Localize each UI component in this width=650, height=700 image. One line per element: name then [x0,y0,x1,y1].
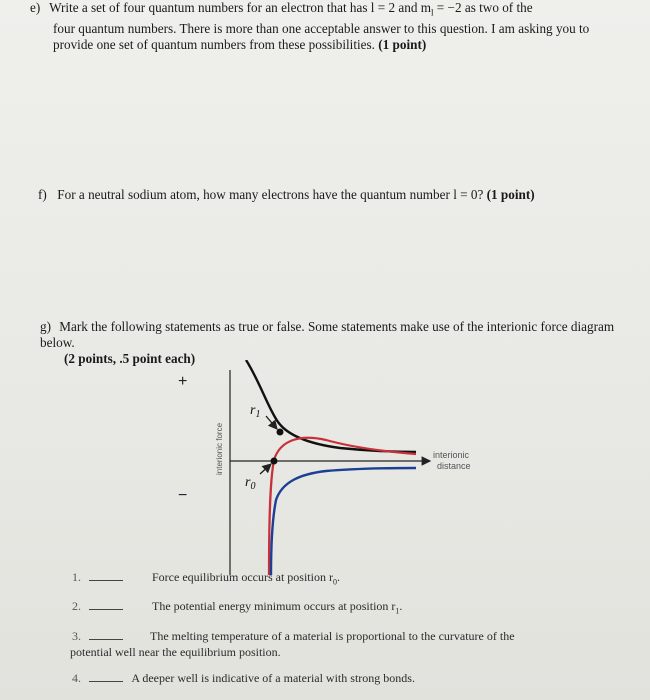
statement-3 [72,629,612,659]
statement-4-text: A deeper well is indicative of a material with strong bonds. [131,671,415,685]
statement-3-number: 3. [72,629,81,643]
minus-sign: − [178,487,188,504]
statement-3-answer-blank[interactable] [89,629,123,640]
question-e-label: e) [30,0,41,15]
statement-1-text: Force equilibrium occurs at position r [152,570,333,584]
attractive-force-curve [271,468,416,575]
statement-1-sub: 0 [332,577,337,587]
question-e-sub: l [430,7,434,18]
statement-1-number: 1. [72,570,81,584]
question-f-points: (1 point) [486,187,535,202]
statement-1-answer-blank[interactable] [89,570,123,581]
question-e-points: (1 point) [378,36,427,52]
r0-point [271,458,278,465]
statement-4 [72,671,612,685]
question-g-points: (2 points, .5 point each) [64,351,196,366]
x-axis-label-line2: distance [437,461,471,471]
question-g-text: Mark the following statements as true or false. Some statements make use of the interionic force diagram below. [40,319,615,350]
question-e-line1: Write a set of four quantum numbers for an electron that has l = 2 and m [49,0,431,15]
net-force-curve [269,438,416,575]
statement-2-tail: . [399,599,403,613]
plus-sign: + [178,373,188,390]
statement-2-number: 2. [72,599,81,613]
repulsive-force-curve [246,360,416,452]
statement-1-tail: . [336,570,340,584]
question-f [38,187,628,203]
r0-arrow [260,464,271,474]
statement-2-text: The potential energy minimum occurs at position r [152,599,396,613]
x-axis-label-line1: interionic [433,450,470,460]
interionic-force-diagram [150,360,510,580]
statement-2-answer-blank[interactable] [89,599,123,610]
statement-4-number: 4. [72,671,81,685]
question-e-text: four quantum numbers. There is more than one acceptable answer to this question. I am asking you to provide one set of quantum numbers from these possibilities. [53,20,590,52]
r1-point [277,429,284,436]
question-g-label: g) [40,319,51,334]
statement-2-sub: 1 [395,606,400,616]
statement-3-text: The melting temperature of a material is proportional to the curvature of the [150,629,515,643]
statement-3-text-line2: potential well near the equilibrium position. [70,645,281,659]
statement-1 [72,570,612,589]
r0-label: $r_0$ [245,475,256,492]
statement-4-answer-blank[interactable] [89,671,123,682]
r1-label: $r_1$ [250,403,261,420]
question-f-label: f) [38,187,47,202]
question-e [30,0,630,53]
y-axis-label: interionic force [215,422,224,475]
question-e-line1-end: = −2 as two of the [433,0,533,15]
question-f-text: For a neutral sodium atom, how many electrons have the quantum number l = 0? [57,187,484,202]
statement-2 [72,599,612,618]
